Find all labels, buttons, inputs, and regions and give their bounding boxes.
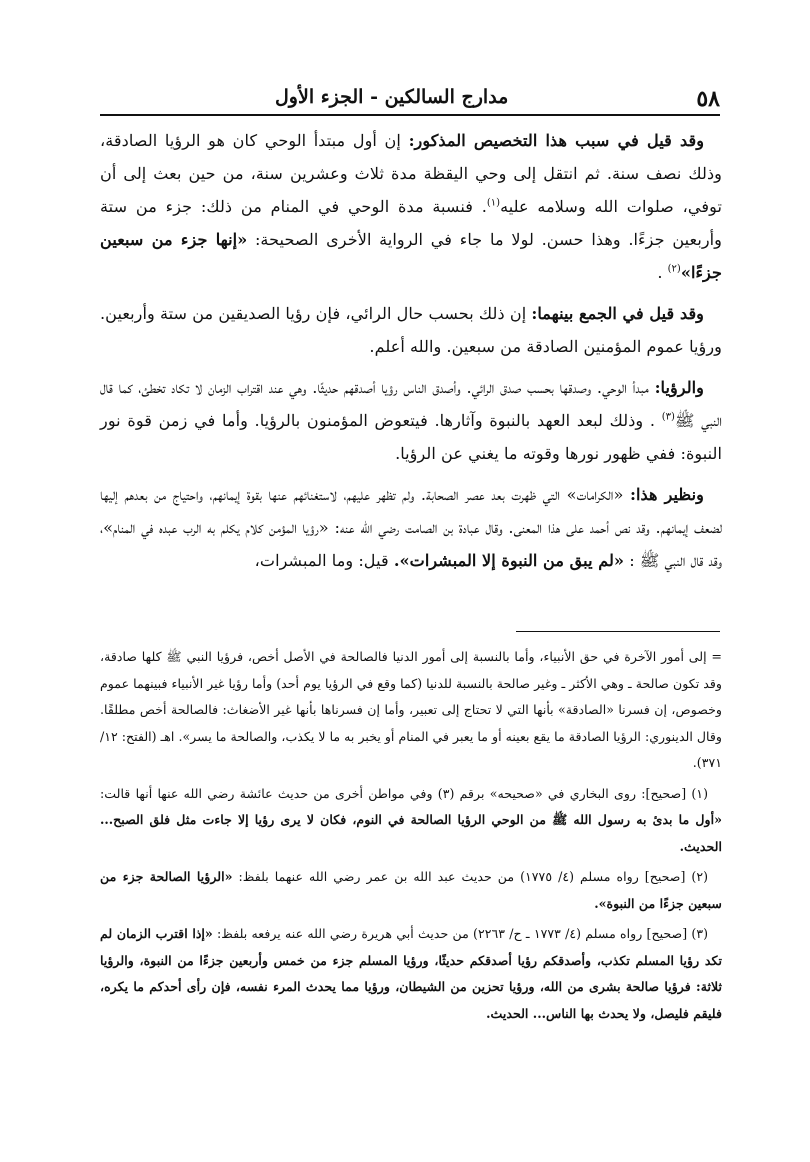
paragraph-4-quote: «لم يبق من النبوة إلا المبشرات». <box>393 551 625 570</box>
page-number: ٥٨ <box>696 86 720 112</box>
footnote-1-body: [صحيح]: روى البخاري في «صحيحه» برقم (٣) وفي مواطن أخرى من حديث عائشة رضي الله عنها أنها قالت: <box>100 785 692 801</box>
paragraph-2-lead: وقد قيل في الجمع بينهما: <box>531 304 704 323</box>
paragraph-1-body2: . فنسبة مدة الوحي في المنام من ذلك: جزء من ستة وأربعين جزءًا. وهذا حسن. لولا ما جاء في الرواية الأخرى الصحيحة: <box>100 197 723 249</box>
footnote-1-quote: «أول ما بدئ به رسول الله ﷺ من الوحي الرؤيا الصالحة في النوم، فكان لا يرى رؤيا إلا جاءت مثل فلق الصبح... الحديث. <box>100 812 722 854</box>
paragraph-3-body2: . وذلك لبعد العهد بالنبوة وآثارها. فيتعوض المؤمنون بالرؤيا. وأما في زمن قوة نور النبوة: ففي ظهور نورها وقوته ما يغني عن الرؤيا. <box>100 411 722 463</box>
footnote-2-quote: «الرؤيا الصالحة جزء من سبعين جزءًا من النبوة». <box>100 869 722 911</box>
footnote-ref-3[interactable]: (٣) <box>661 411 675 423</box>
paragraph-1 <box>100 124 722 289</box>
footnote-3-body: [صحيح] رواه مسلم (٤/ ١٧٧٣ ـ ح/ ٢٢٦٣) من حديث أبي هريرة رضي الله عنه يرفعه بلفظ: <box>212 926 692 941</box>
footnotes <box>100 644 722 1031</box>
paragraph-3-body: مبدأ الوحي. وصدقها بحسب صدق الرائي. وأصدق الناس رؤيا أصدقهم حديثًا. وهي عند اقتراب الزمان لا تكاد تخطئ، كما قال النبي ﷺ <box>100 378 722 430</box>
paragraph-1-quote: «إنها جزء من سبعين جزءًا» <box>100 230 722 282</box>
paragraph-4-body: «الكرامات» التي ظهرت بعد عصر الصحابة. ولم تظهر عليهم، لاستغنائهم عنها بقوة إيمانهم، واحتياج من بعدهم إليها لضعف إيمانهم. وقد نص أحمد على هذا المعنى. وقال عبادة بن الصامت رضي الله عنه: «رؤيا المؤمن كلام يكلم به الرب عبده في المنام»، وقد قال النبي ﷺ : <box>100 485 722 570</box>
footnote-3-quote: «إذا اقترب الزمان لم تكد رؤيا المسلم تكذب، وأصدقكم رؤيا أصدقكم حديثًا، ورؤيا المسلم جزء من خمس وأربعين جزءًا من النبوة، والرؤيا ثلاثة: فرؤيا صالحة بشرى من الله، ورؤيا تحزين من الشيطان، ورؤيا مما يحدث المرء نفسه، فإن رأى أحدكم ما يكره، فليقم فليصل، ولا يحدث بها الناس... الحديث. <box>100 926 722 1021</box>
paragraph-1-body: إن أول مبتدأ الوحي كان هو الرؤيا الصادقة، وذلك نصف سنة. ثم انتقل إلى وحي اليقظة مدة ثلاث وعشرين سنة، من حين بعث إلى أن توفي، صلوات الله وسلامه عليه <box>100 131 722 216</box>
page-header <box>100 84 720 116</box>
footnote-continuation: = إلى أمور الآخرة في حق الأنبياء، وأما بالنسبة إلى أمور الدنيا فالصالحة في الأصل أخص، فرؤيا النبي ﷺ كلها صادقة، وقد تكون صالحة ـ وهي الأكثر ـ وغير صالحة بالنسبة للدنيا (كما وقع في الرؤيا يوم أحد) وأما رؤيا غير الأنبياء فبينهما عموم وخصوص، إن فسرنا «الصادقة» بأنها التي لا تحتاج إلى تعبير، وأما إن فسرناها بأنها غير الأضغاث: فالصالحة أخص مطلقًا. وقال الدينوري: الرؤيا الصادقة ما يقع بعينه أو ما يعبر في المنام أو يخبر به ما لا يكذب، والصالحة ما يسر». اهـ (الفتح: ١٢/ ٣٧١). <box>100 649 722 770</box>
footnote-2 <box>100 864 722 917</box>
paragraph-2 <box>100 297 722 363</box>
footnote-ref-2[interactable]: (٢) <box>667 263 681 275</box>
paragraph-4-lead: ونظير هذا: <box>629 485 704 504</box>
running-title: مدارج السالكين - الجزء الأول <box>275 86 509 108</box>
footnote-ref-1[interactable]: (١) <box>486 197 501 209</box>
paragraph-4-end: قيل: وما المبشرات، <box>254 551 394 570</box>
paragraph-4 <box>100 478 722 577</box>
paragraph-2-body: إن ذلك بحسب حال الرائي، فإن رؤيا الصديقين من ستة وأربعين. ورؤيا عموم المؤمنين الصادقة من سبعين. والله أعلم. <box>100 304 722 356</box>
footnote-3 <box>100 921 722 1027</box>
main-text <box>100 124 722 585</box>
paragraph-1-end: . <box>657 263 668 282</box>
paragraph-1-lead: وقد قيل في سبب هذا التخصيص المذكور: <box>408 131 705 150</box>
footnote-1 <box>100 781 722 861</box>
footnote-3-number: (٣) <box>691 926 708 941</box>
paragraph-3 <box>100 371 722 470</box>
paragraph-3-lead: والرؤيا: <box>654 378 704 397</box>
footnote-2-body: [صحيح] رواه مسلم (٤/ ١٧٧٥) من حديث عبد الله بن عمر رضي الله عنهما بلفظ: <box>232 869 692 884</box>
footnote-1-number: (١) <box>691 785 708 801</box>
footnote-2-number: (٢) <box>691 869 708 884</box>
footnote-separator <box>516 631 720 632</box>
